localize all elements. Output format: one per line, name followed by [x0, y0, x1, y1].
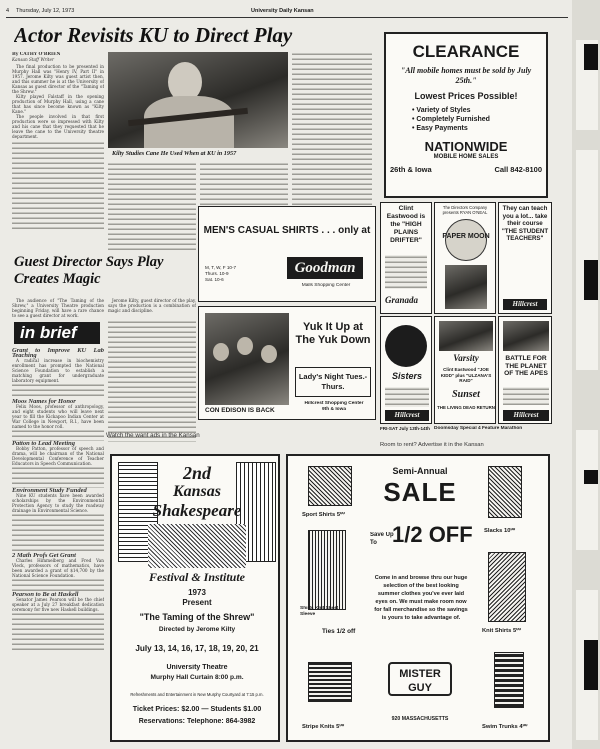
knit-shirt-illustration — [308, 530, 346, 610]
movie-copy — [385, 255, 427, 289]
festival-subtitle: Festival & Institute — [148, 570, 245, 584]
venue-address: 9th & Iowa — [322, 407, 346, 412]
edge-block — [584, 260, 598, 300]
byline: By CATHY O'BRIEN — [12, 52, 61, 57]
text-column-filler — [12, 383, 104, 399]
sport-shirt-illustration — [308, 466, 352, 506]
brief-title: Moos Names for Honor — [12, 398, 76, 405]
movie-dates: FRI-SAT July 13th-14th — [380, 426, 430, 431]
text-column-filler — [12, 141, 104, 231]
knit-shirt-illustration — [488, 552, 526, 622]
theatre-name: Sunset — [452, 389, 480, 400]
yuk-venue — [295, 401, 373, 413]
clearance-subtitle: "All mobile homes must be sold by July 25th." — [400, 66, 532, 85]
play-dates: July 13, 14, 16, 17, 18, 19, 20, 21 — [135, 644, 259, 653]
brief-text: Bobby Patton, professor of speech and drama, will be chairman of the National Developmental Conference of Teacher Educators in Speech Communication. — [12, 446, 104, 466]
story-paragraph: Jerome Kilty, guest director of the play, says the production is a combination of magic and discipline. — [108, 298, 196, 313]
sale-item — [302, 724, 362, 730]
swim-trunks-illustration — [494, 652, 524, 708]
band-name: CON EDISON IS BACK — [205, 407, 275, 414]
main-headline: Actor Revisits KU to Direct Play — [14, 23, 293, 47]
hours-days: Thurs. — [205, 271, 219, 276]
movie-high-plains — [380, 202, 432, 314]
clearance-bullet: Completely Furnished — [416, 116, 490, 123]
movie-copy — [385, 387, 429, 407]
play-prices: Ticket Prices: $2.00 — Students $1.00 — [132, 704, 262, 713]
item-label: Knit Shirts — [482, 628, 512, 634]
sale-pitch: Come in and browse thru our huge selection of the best looking summer clothes you've ever laid eyes on. We must make room now for fall merchandise so the savings is yours to take advantage of. — [374, 575, 468, 621]
stripe-knit-illustration — [308, 662, 352, 702]
sale-item-shirts: Shirts Knit Short Sleeve — [300, 606, 339, 617]
band-member — [237, 337, 253, 355]
sale-item — [482, 628, 546, 634]
play-director: Directed by Jerome Kilty — [158, 626, 236, 633]
ad-mister-guy-sale — [286, 454, 550, 742]
story-paragraph: The final production to be presented in Murphy Hall was "Henry IV, Part II" in 1957. Jerome Kilty was guest artist then, and this summer he is at the University of Kansas as guest director of the "Taming of the Shrew." — [12, 64, 104, 94]
clearance-prices: Lowest Prices Possible! — [414, 91, 518, 101]
paper-name: University Daily Kansan — [251, 8, 314, 14]
item-label: Ties — [322, 628, 335, 635]
festival-present: Present — [182, 598, 212, 607]
movie-copy — [503, 387, 549, 405]
slacks-illustration — [488, 466, 522, 518]
movie-apes — [498, 316, 552, 424]
text-column-filler — [12, 513, 104, 553]
edge-block — [584, 44, 598, 70]
guest-story-col2-fill — [108, 320, 196, 442]
movie-title: Clint Eastwood is the "HIGH PLAINS DRIFTER" — [386, 205, 426, 244]
sale-item — [482, 724, 546, 730]
brief-text: Senator James Pearson will be the chief speaker at a July 27 breakfast dedication ceremony for five new Haskell buildings. — [12, 597, 104, 612]
theatre-name: Hillcrest — [503, 410, 549, 421]
advertise-filler: Room to rent? Advertise it in the Kansan — [380, 442, 484, 448]
guest-story-col1 — [12, 298, 104, 318]
item-label: Stripe Knits — [302, 724, 335, 730]
store-hours — [205, 265, 265, 283]
sale-eyebrow: Semi-Annual — [392, 466, 448, 476]
ad-yuk-down — [198, 306, 376, 420]
main-story-col1 — [12, 52, 104, 252]
movie-still — [439, 321, 493, 351]
theatre-name: Varsity — [453, 353, 479, 363]
kilty-photo — [108, 52, 288, 148]
sale-half-off: 1/2 OFF — [392, 522, 473, 547]
item-label: Sport Shirts — [302, 512, 336, 518]
festival-name: Shakespeare — [152, 502, 242, 520]
item-price: 10⁰⁰ — [504, 528, 516, 534]
clearance-bullets: • Variety of Styles • Completely Furnished • Easy Payments — [412, 107, 490, 132]
sisters-graphic — [385, 325, 427, 367]
clearance-bullet: Easy Payments — [416, 125, 468, 132]
play-venue-sub: Murphy Hall Curtain 8:00 p.m. — [150, 674, 244, 681]
venue-name: Hillcrest Shopping Center — [304, 401, 364, 406]
movie-paper-moon — [434, 202, 496, 314]
text-column-filler — [12, 612, 104, 652]
store-logo: Goodman — [287, 257, 363, 279]
band-member — [261, 345, 277, 363]
sunset-marathon: Doomsday Special 4 Feature Marathon — [434, 426, 523, 431]
nationwide-brand: NATIONWIDE — [424, 139, 508, 154]
want-ads-filler: Watch the want ads in the Kansan — [106, 432, 200, 439]
item-price: 5⁰⁰ — [512, 628, 521, 634]
play-venue: University Theatre — [166, 664, 228, 671]
text-column-filler — [12, 578, 104, 592]
players-illustration — [148, 524, 246, 568]
adjacent-page-edge — [572, 0, 600, 749]
edge-strip — [576, 430, 598, 550]
brief-text: A radical increase in biochemistry enrollment has prompted the National Science Foundation to establish a matching grant for undergraduate laboratory equipment. — [12, 358, 104, 383]
clearance-address: 26th & Iowa — [390, 165, 432, 174]
movie-title: Clint Eastwood "JOE KIDD" plus "ULZANA'S RAID" — [440, 367, 492, 384]
festival-ordinal: 2nd — [182, 464, 211, 482]
item-label: Swim Trunks — [482, 724, 518, 730]
item-label: Slacks — [484, 528, 503, 534]
theatre-name: Hillcrest — [503, 299, 547, 310]
festival-year: 1973 — [188, 588, 206, 597]
ad-shakespeare — [110, 454, 280, 742]
shirts-title: MEN'S CASUAL SHIRTS . . . only at — [203, 225, 371, 236]
in-brief-column — [12, 348, 104, 740]
ladys-night: Lady's Night Tues.-Thurs. — [295, 367, 371, 397]
item-price: 5⁰⁰ — [336, 512, 345, 518]
guest-headline: Guest Director Says Play Creates Magic — [14, 254, 164, 287]
band-photo — [205, 313, 289, 405]
store-location: Malls Shopping Center — [301, 283, 351, 288]
hours-time: 10-7 — [226, 265, 237, 270]
brief-title: 2 Math Profs Get Grant — [12, 552, 76, 559]
page-header — [6, 4, 568, 18]
page-date: Thursday, July 12, 1973 — [16, 8, 75, 14]
movie-still — [445, 265, 487, 309]
hours-time: 10-9 — [219, 271, 229, 276]
play-title: "The Taming of the Shrew" — [139, 612, 255, 622]
hours-days: Sat. — [205, 277, 214, 282]
movie-title: They can teach you a lot... take their course "THE STUDENT TEACHERS" — [501, 205, 549, 242]
festival-state: Kansas — [172, 484, 222, 500]
play-phone: Reservations: Telephone: 864-3982 — [138, 718, 256, 725]
ad-clearance — [384, 32, 548, 198]
moon-graphic — [445, 219, 487, 261]
yuk-title: Yuk It Up at The Yuk Down — [295, 321, 371, 346]
guest-story-col2 — [108, 298, 196, 318]
edge-block — [584, 470, 598, 484]
item-price: 1/2 off — [336, 628, 356, 635]
ad-movies — [380, 202, 552, 438]
movie-sisters — [380, 316, 432, 424]
brief-title: Patton to Lead Meeting — [12, 440, 76, 447]
movie-student-teachers — [498, 202, 552, 314]
theatre-name: Granada — [385, 295, 419, 305]
page-number: 4 — [6, 8, 10, 14]
main-story-col2 — [108, 162, 196, 250]
text-column-filler — [12, 466, 104, 488]
movie-varsity-sunset — [434, 316, 496, 424]
story-paragraph: Kilty played Falstaff in the opening production of Murphy Hall, using a cane that has since become known as "Kilty Kane." — [12, 94, 104, 114]
clearance-title: CLEARANCE — [412, 42, 520, 61]
movie-still — [503, 321, 549, 351]
story-paragraph: The audience of "The Taming of the Shrew," a University Theatre production beginning Friday, will have a rare chance to see a guest director at work. — [12, 298, 104, 318]
item-price: 5⁰⁰ — [336, 724, 345, 730]
brief-title: Grant to Improve KU Lab Teaching — [12, 348, 104, 359]
play-refreshments: Refreshments and Entertainment in New Murphy Courtyard at 7:15 p.m. — [130, 692, 264, 697]
sale-item — [302, 512, 362, 518]
movie-title: BATTLE FOR THE PLANET OF THE APES — [504, 355, 548, 377]
byline-role: Kansan Staff Writer — [12, 57, 54, 62]
brief-text: Charles Himmelberg and Fred Van Vleck, professors of mathematics, have been awarded a grant of $14,700 by the National Science Foundation. — [12, 558, 104, 578]
sale-save: Save Up To — [370, 532, 394, 546]
sale-item — [322, 628, 372, 635]
movie-credit: The Directors Company presents RYAN O'NEAL — [442, 205, 488, 215]
brief-title: Pearson to Be at Haskell — [12, 591, 79, 598]
movie-title: PAPER MOON — [442, 233, 490, 240]
brief-title: Environment Study Funded — [12, 487, 87, 494]
clearance-bullet: Variety of Styles — [416, 107, 471, 114]
movie-title: Sisters — [391, 371, 423, 381]
store-address: 920 MASSACHUSETTS — [391, 716, 449, 722]
sale-title: SALE — [383, 478, 457, 506]
sale-item — [484, 528, 544, 534]
nationwide-sub: MOBILE HOME SALES — [433, 154, 499, 160]
clearance-phone: Call 842-8100 — [494, 165, 542, 174]
clearance-contact — [390, 165, 542, 175]
band-member — [213, 343, 229, 361]
ad-mens-shirts — [198, 206, 376, 302]
hours-time: 10-6 — [214, 277, 224, 282]
brief-text: Felix Moos, professor of anthropology, and eight students who will leave next year to fill the Kickapoo Indian Center at War College in Newport, R.I., have been named to the honor roll. — [12, 404, 104, 429]
theatre-name: Hillcrest — [385, 410, 429, 421]
story-paragraph: The people involved in that first production were so impressed with Kilty and his cane that they requested that he leave the cane to the University theatre department. — [12, 114, 104, 139]
brief-text: Nine KU students have been awarded scholarships by the Environmental Protection Agency to study the roadway drainage in Environmental Science. — [12, 493, 104, 513]
in-brief-banner: in brief — [14, 322, 100, 344]
item-price: 4⁰⁰ — [519, 724, 528, 730]
movie-title: THE LIVING DEAD RETURN — [437, 405, 495, 410]
edge-block — [584, 640, 598, 690]
store-logo: MISTER GUY — [388, 662, 452, 696]
photo-caption: Kilty Studies Cane He Used When at KU in 1957 — [112, 150, 237, 157]
hours-days: M, T, W, F — [205, 265, 226, 270]
